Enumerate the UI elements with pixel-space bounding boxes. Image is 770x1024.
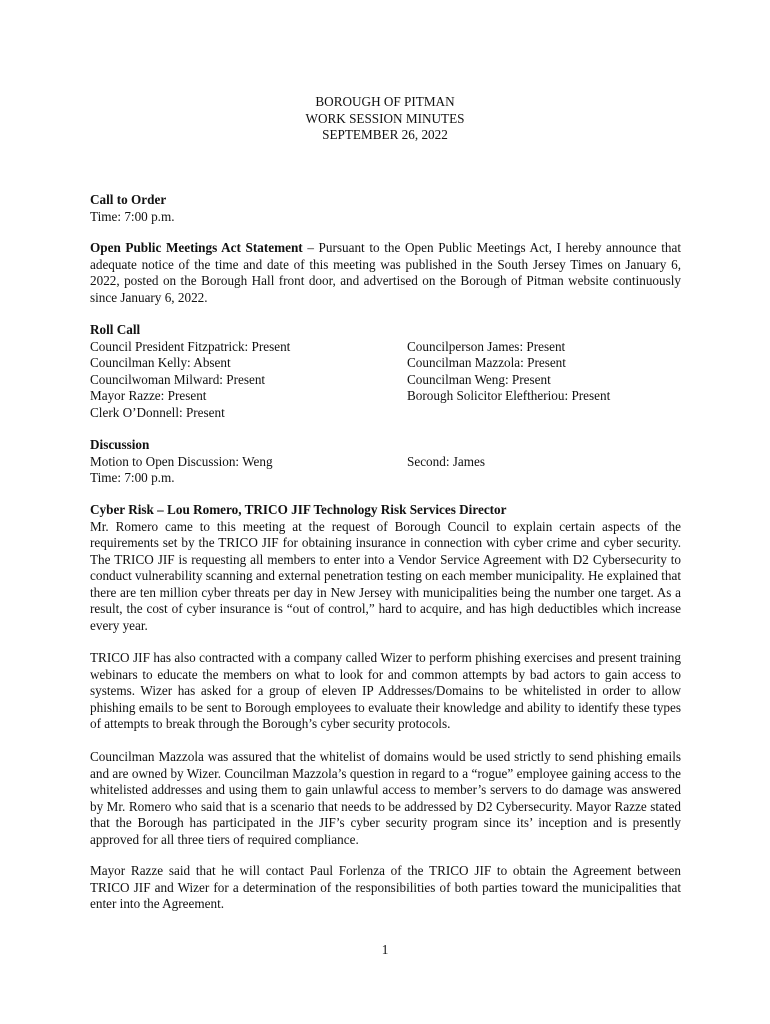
- roll-call-entry: Councilwoman Milward: Present: [90, 371, 266, 387]
- call-to-order-heading: Call to Order: [90, 192, 167, 207]
- header-date: SEPTEMBER 26, 2022: [322, 127, 448, 142]
- document-header: [0, 94, 770, 144]
- header-borough: BOROUGH OF PITMAN: [315, 94, 455, 109]
- forlenza-section: [90, 863, 681, 913]
- page-number: 1: [381, 942, 389, 957]
- mazzola-section: [90, 749, 681, 848]
- roll-call-section: [90, 322, 681, 421]
- opma-heading: Open Public Meetings Act Statement: [90, 240, 303, 255]
- roll-call-columns: [90, 339, 681, 422]
- roll-call-entry: Councilman Weng: Present: [407, 371, 551, 387]
- mazzola-paragraph: Councilman Mazzola was assured that the whitelist of domains would be used strictly to send phishing emails and are owned by Wizer. Councilman Mazzola’s question in regard to a “rogue” employee gaining access to the whitelisted addresses and using them to gain unlawful access to member’s servers to do damage was answered by Mr. Romero who said that is a scenario that needs to be addressed by D2 Cybersecurity. Mayor Razze stated that the Borough has participated in the JIF’s cyber security program since its’ inception and is presently approved for all three tiers of required compliance.: [90, 749, 681, 847]
- roll-call-entry: Councilman Mazzola: Present: [407, 355, 566, 370]
- call-to-order-time: Time: 7:00 p.m.: [90, 208, 175, 224]
- cyber-risk-section: [90, 502, 681, 634]
- roll-call-entry: Councilman Kelly: Absent: [90, 355, 231, 370]
- roll-call-entry: Council President Fitzpatrick: Present: [90, 338, 291, 354]
- forlenza-paragraph: Mayor Razze said that he will contact Paul Forlenza of the TRICO JIF to obtain the Agreement between TRICO JIF and Wizer for a determination of the responsibilities of both parties toward the municipalities that enter into the Agreement.: [90, 863, 681, 911]
- discussion-second: Second: James: [407, 453, 486, 469]
- wizer-section: [90, 650, 681, 733]
- discussion-time: Time: 7:00 p.m.: [90, 470, 175, 485]
- call-to-order-section: [90, 192, 681, 225]
- roll-call-entry: Clerk O’Donnell: Present: [90, 404, 225, 420]
- roll-call-right-column: [407, 339, 681, 422]
- cyber-risk-heading: Cyber Risk – Lou Romero, TRICO JIF Technology Risk Services Director: [90, 502, 507, 517]
- opma-section: [90, 240, 681, 306]
- opma-text: – Pursuant to the Open Public Meetings Act, I hereby announce that adequate notice of the time and date of this meeting was published in the South Jersey Times on January 6, 2022, posted on the Borough Hall front door, and advertised on the Borough of Pitman website continuously since January 6, 2022.: [90, 240, 682, 305]
- discussion-motion-row: [90, 454, 681, 471]
- roll-call-entry: Councilperson James: Present: [407, 338, 566, 354]
- cyber-risk-paragraph: Mr. Romero came to this meeting at the request of Borough Council to explain certain aspects of the requirements set by the TRICO JIF for obtaining insurance in connection with cyber crime and cyber security. The TRICO JIF is requesting all members to enter into a Vendor Service Agreement with D2 Cybersecurity to conduct vulnerability scanning and external penetration testing on each member municipality. He explained that there are ten million cyber threats per day in New Jersey with municipalities being the number one target. As a result, the cost of cyber insurance is “out of control,” hard to acquire, and has high deductibles which increase every year.: [90, 518, 681, 633]
- discussion-section: [90, 437, 681, 487]
- roll-call-left-column: [90, 339, 407, 422]
- opma-paragraph: [90, 240, 681, 306]
- roll-call-entry: Borough Solicitor Eleftheriou: Present: [407, 388, 611, 403]
- roll-call-heading: Roll Call: [90, 322, 141, 337]
- discussion-heading: Discussion: [90, 437, 150, 452]
- discussion-motion: Motion to Open Discussion: Weng: [90, 453, 273, 469]
- header-session-title: WORK SESSION MINUTES: [305, 110, 465, 126]
- wizer-paragraph: TRICO JIF has also contracted with a company called Wizer to perform phishing exercises and present training webinars to educate the members on what to look for and common attempts by bad actors to gain access to systems. Wizer has asked for a group of eleven IP Addresses/Domains to be whitelisted in order to allow phishing emails to be sent to Borough employees to evaluate their knowledge and ability to identify these types of attempts to break through the Borough’s cyber security protocols.: [90, 650, 681, 731]
- roll-call-entry: Mayor Razze: Present: [90, 388, 207, 403]
